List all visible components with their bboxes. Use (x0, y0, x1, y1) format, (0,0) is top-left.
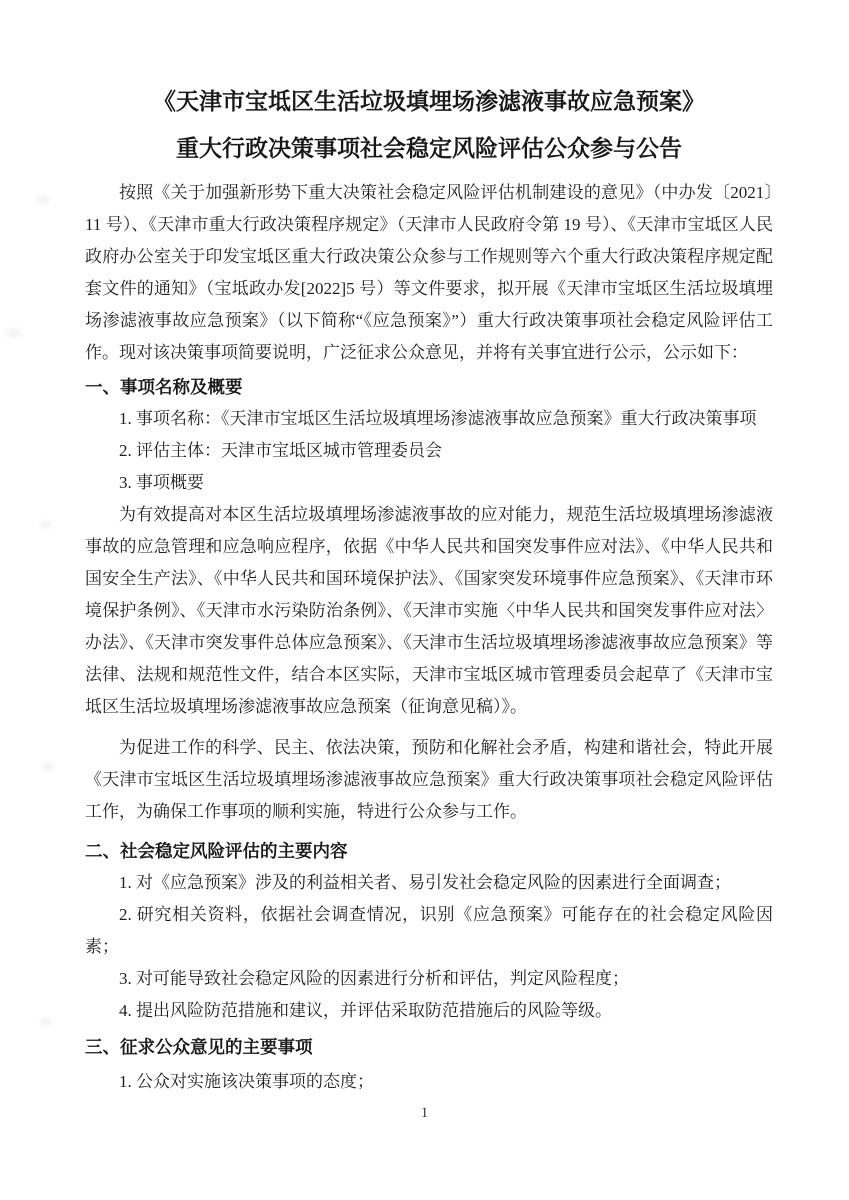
page-number: 1 (420, 1105, 429, 1121)
section-1-item-1: 1. 事项名称：《天津市宝坻区生活垃圾填埋场渗滤液事故应急预案》重大行政决策事项 (119, 409, 757, 428)
document-title (85, 0, 773, 172)
section-2-item-4: 4. 提出风险防范措施和建议，并评估采取防范措施后的风险等级。 (119, 1001, 612, 1020)
scan-artifact (40, 520, 52, 529)
scan-artifact (36, 195, 50, 204)
section-1-heading: 一、事项名称及概要 (85, 377, 243, 397)
document-content (85, 0, 773, 1098)
section-2-item-2: 2. 研究相关资料，依据社会调查情况，识别《应急预案》可能存在的社会稳定风险因素； (85, 905, 773, 956)
scan-artifact (42, 762, 54, 771)
section-2-item-3: 3. 对可能导致社会稳定风险的因素进行分析和评估，判定风险程度； (119, 969, 629, 988)
scan-artifact (6, 328, 22, 338)
section-1-paragraph-1: 为有效提高对本区生活垃圾填埋场渗滤液事故的应对能力，规范生活垃圾填埋场渗滤液事故的应急管理和应急响应程序，依据《中华人民共和国突发事件应对法》、《中华人民共和国安全生产法》、《中华人民共和国环境保护法》、《国家突发环境事件应急预案》、《天津市环境保护条例》、《天津市水污染防治条例》、《天津市实施〈中华人民共和国突发事件应对法〉办法》、《天津市突发事件总体应急预案》、《天津市生活垃圾填埋场渗滤液事故应急预案》等法律、法规和规范性文件，结合本区实际，天津市宝坻区城市管理委员会起草了《天津市宝坻区生活垃圾填埋场渗滤液事故应急预案（征询意见稿）》。 (85, 505, 773, 716)
document-title-line1: 《天津市宝坻区生活垃圾填埋场渗滤液事故应急预案》 (153, 89, 705, 114)
section-2-heading: 二、社会稳定风险评估的主要内容 (85, 841, 348, 861)
section-1-paragraph-2: 为促进工作的科学、民主、依法决策，预防和化解社会矛盾，构建和谐社会，特此开展《天津市宝坻区生活垃圾填埋场渗滤液事故应急预案》重大行政决策事项社会稳定风险评估工作，为确保工作事项的顺利实施，特进行公众参与工作。 (85, 738, 773, 821)
section-2-item-1: 1. 对《应急预案》涉及的利益相关者、易引发社会稳定风险的因素进行全面调查； (119, 873, 731, 892)
section-1-item-3: 3. 事项概要 (119, 473, 204, 492)
document-title-line2: 重大行政决策事项社会稳定风险评估公众参与公告 (176, 136, 682, 161)
section-3-item-1: 1. 公众对实施该决策事项的态度； (119, 1072, 374, 1091)
section-1-item-2: 2. 评估主体：天津市宝坻区城市管理委员会 (119, 441, 442, 460)
scan-artifact (40, 1018, 52, 1026)
intro-paragraph: 按照《关于加强新形势下重大决策社会稳定风险评估机制建设的意见》（中办发〔2021〕11 号）、《天津市重大行政决策程序规定》（天津市人民政府令第 19 号）、《天津市宝坻区人民政府办公室关于印发宝坻区重大行政决策公众参与工作规则等六个重大行政决策程序规定配套文件的通知》（宝坻政办发[2022]5 号）等文件要求，拟开展《天津市宝坻区生活垃圾填埋场渗滤液事故应急预案》（以下简称“《应急预案》”）重大行政决策事项社会稳定风险评估工作。现对该决策事项简要说明，广泛征求公众意见，并将有关事宜进行公示，公示如下： (85, 183, 773, 362)
section-3-heading: 三、征求公众意见的主要事项 (85, 1037, 313, 1057)
